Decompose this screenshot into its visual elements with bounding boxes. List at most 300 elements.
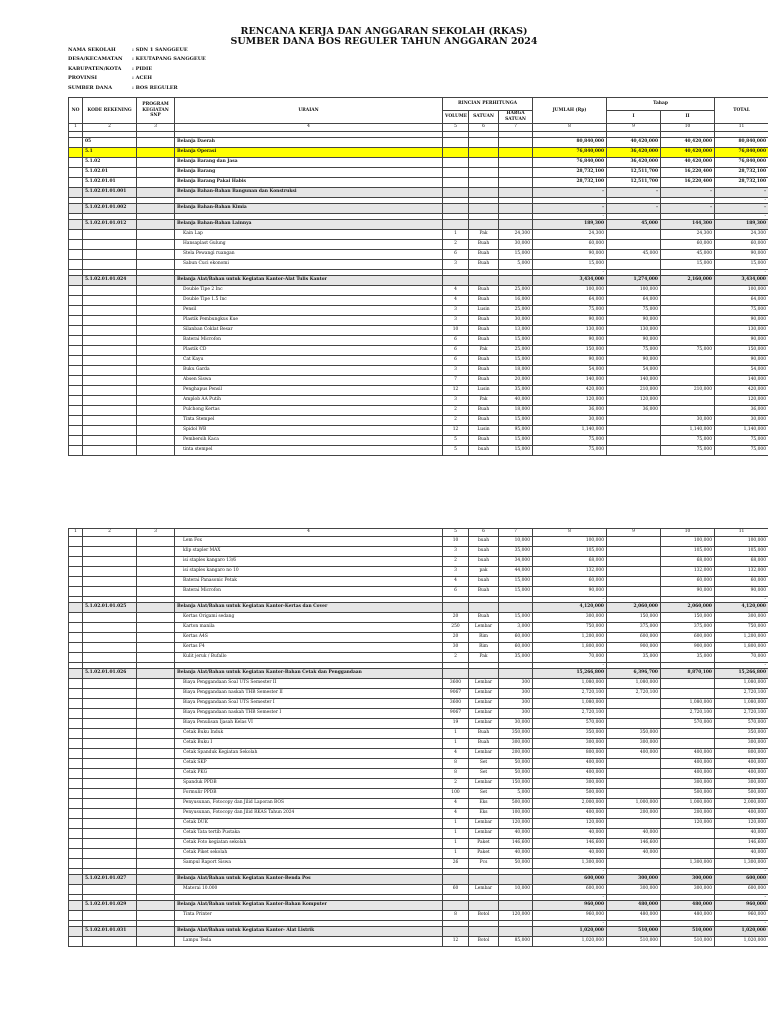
table-cell: 45,000 (607, 250, 661, 260)
table-cell (83, 260, 137, 270)
table-cell: Eks (469, 799, 499, 809)
table-cell: 400,000 (715, 809, 768, 819)
table-cell (69, 729, 83, 739)
table-cell: 300,000 (533, 779, 607, 789)
school-info-row (68, 74, 206, 83)
table-cell: 35,000 (607, 653, 661, 663)
table-cell: 600,000 (715, 885, 768, 895)
table-cell: 120,000 (715, 396, 768, 406)
table-cell: 35,000 (499, 653, 533, 663)
table-cell (69, 829, 83, 839)
table-cell: 50,000 (499, 769, 533, 779)
table-cell: Pak (469, 346, 499, 356)
table-cell (83, 416, 137, 426)
table-cell: - (715, 921, 768, 927)
table-cell (137, 829, 175, 839)
table-cell (469, 875, 499, 885)
table-cell: 570,000 (715, 719, 768, 729)
table-cell: 68,000 (715, 557, 768, 567)
table-cell: 15,000 (499, 436, 533, 446)
table-cell (137, 148, 175, 158)
table-cell: Tinta Printer (175, 911, 443, 921)
table-cell: Lembar (469, 679, 499, 689)
table-cell: Stela Pewangi ruangan (175, 250, 443, 260)
table-cell: Lembar (469, 829, 499, 839)
table-cell (661, 336, 715, 346)
table-cell (137, 603, 175, 613)
table-cell (137, 296, 175, 306)
table-cell: 480,000 (661, 901, 715, 911)
table-cell (137, 250, 175, 260)
table-cell (69, 547, 83, 557)
table-cell (137, 669, 175, 679)
school-info-value: : PIDIE (132, 65, 153, 72)
table-cell: - (715, 597, 768, 603)
table-cell (137, 336, 175, 346)
column-number: 5 (443, 124, 469, 132)
table-cell: 600,000 (607, 633, 661, 643)
table-cell: tinta stempel (175, 446, 443, 456)
table-cell: 146,600 (607, 839, 661, 849)
table-cell: - (715, 869, 768, 875)
table-cell (83, 885, 137, 895)
table-cell: 400,000 (715, 769, 768, 779)
table-cell (661, 829, 715, 839)
table-row (69, 537, 768, 547)
table-cell (69, 436, 83, 446)
table-cell: 600,000 (661, 633, 715, 643)
table-row (69, 679, 768, 689)
table-cell: 70,000 (533, 653, 607, 663)
table-cell (83, 759, 137, 769)
school-info-value: : ACEH (132, 75, 152, 82)
table-cell: Karton manila (175, 623, 443, 633)
table-cell: Lembar (469, 689, 499, 699)
table-cell: 132,000 (715, 567, 768, 577)
table-cell: 960,000 (533, 911, 607, 921)
table-cell (83, 937, 137, 947)
table-cell: 150,000 (533, 346, 607, 356)
table-cell (83, 296, 137, 306)
table-cell (137, 875, 175, 885)
table-cell (469, 927, 499, 937)
table-cell (443, 178, 469, 188)
table-cell: 15,000 (499, 416, 533, 426)
table-cell (83, 643, 137, 653)
table-cell: Set (469, 789, 499, 799)
table-cell: - (533, 895, 607, 901)
table-cell: 40,420,000 (607, 138, 661, 148)
table-cell (443, 669, 469, 679)
table-cell (137, 446, 175, 456)
table-cell: Lusin (469, 426, 499, 436)
table-row (69, 729, 768, 739)
table-cell (137, 937, 175, 947)
table-cell: 28,732,100 (533, 168, 607, 178)
table-cell: Belanja Alat/Bahan untuk Kegiatan Kantor-Alat Tulis Kantor (175, 276, 443, 286)
school-info-row (68, 46, 206, 55)
table-row (69, 557, 768, 567)
table-cell: 8 (443, 911, 469, 921)
table-cell: 36,000 (715, 406, 768, 416)
table-cell: 5.1.02.01 (83, 168, 137, 178)
table-cell (661, 839, 715, 849)
table-cell: Cetak DUK (175, 819, 443, 829)
table-cell: 132,000 (533, 567, 607, 577)
table-cell: 510,000 (661, 937, 715, 947)
table-row (69, 286, 768, 296)
table-cell: Plastik CD (175, 346, 443, 356)
table-cell: 1,800,000 (533, 643, 607, 653)
table-cell: 400,000 (661, 759, 715, 769)
table-cell (137, 306, 175, 316)
table-cell (443, 168, 469, 178)
table-row (69, 643, 768, 653)
table-cell (661, 296, 715, 306)
table-cell: buah (469, 557, 499, 567)
table-cell: 800,000 (715, 749, 768, 759)
table-cell: 15,000 (499, 336, 533, 346)
table-cell: 960,000 (533, 901, 607, 911)
header-tahap-2: II (661, 111, 715, 124)
table-cell: 70,000 (715, 653, 768, 663)
table-cell: Kertas Origami sedang (175, 613, 443, 623)
table-cell: 36,420,000 (607, 148, 661, 158)
table-cell: 510,000 (607, 927, 661, 937)
table-cell: 15,266,800 (715, 669, 768, 679)
table-row (69, 260, 768, 270)
table-cell (83, 316, 137, 326)
table-cell (69, 911, 83, 921)
table-cell: Sampul Raport Siswa (175, 859, 443, 869)
table-cell (83, 557, 137, 567)
table-cell: Belanja Barang Pakai Habis (175, 178, 443, 188)
table-cell: 64,000 (533, 296, 607, 306)
table-cell: 400,000 (607, 749, 661, 759)
table-cell: 3 (443, 547, 469, 557)
table-cell: Belanja Alat/Bahan untuk Kegiatan Kantor-Bahan Cetak dan Penggandaan (175, 669, 443, 679)
table-cell (83, 376, 137, 386)
table-cell (607, 769, 661, 779)
table-cell (443, 138, 469, 148)
table-cell: 34,000 (499, 557, 533, 567)
table-cell: 75,000 (607, 306, 661, 316)
table-cell (69, 537, 83, 547)
school-info-value: : BOS REGULER (132, 84, 178, 91)
table-cell: Buah (469, 250, 499, 260)
table-cell: 35,000 (499, 386, 533, 396)
table-cell (69, 779, 83, 789)
table-cell: - (607, 204, 661, 214)
column-number: 6 (469, 529, 499, 537)
table-cell (83, 859, 137, 869)
account-row (69, 669, 768, 679)
table-cell (443, 901, 469, 911)
table-cell (607, 230, 661, 240)
budget-table-page-1 (68, 97, 768, 456)
table-cell: Belanja Barang (175, 168, 443, 178)
table-cell: Botol (469, 937, 499, 947)
table-cell (137, 739, 175, 749)
table-cell: 5.1.02.01.01.029 (83, 901, 137, 911)
table-row (69, 336, 768, 346)
table-cell (607, 446, 661, 456)
table-cell: 150,000 (715, 346, 768, 356)
table-cell (607, 426, 661, 436)
table-cell (499, 178, 533, 188)
table-cell: 200,000 (661, 809, 715, 819)
table-cell (661, 729, 715, 739)
table-cell: 60,000 (499, 643, 533, 653)
column-number: 8 (533, 529, 607, 537)
table-cell (607, 699, 661, 709)
table-cell: 1,080,000 (661, 699, 715, 709)
table-cell (69, 689, 83, 699)
table-cell: 05 (83, 138, 137, 148)
table-cell: 60,000 (715, 240, 768, 250)
table-cell: Belanja Operasi (175, 148, 443, 158)
table-cell (607, 587, 661, 597)
table-cell: 105,000 (715, 547, 768, 557)
table-cell: 10 (443, 537, 469, 547)
table-cell: Plastik Pembungkus Kue (175, 316, 443, 326)
table-cell: - (533, 214, 607, 220)
table-cell: 420,000 (533, 386, 607, 396)
table-cell: 90,000 (715, 336, 768, 346)
table-cell (83, 633, 137, 643)
table-cell (69, 376, 83, 386)
table-cell: 7 (443, 376, 469, 386)
table-cell (469, 188, 499, 198)
table-cell: 500,000 (533, 789, 607, 799)
table-cell: Buah (469, 296, 499, 306)
table-cell (443, 148, 469, 158)
table-cell (137, 158, 175, 168)
table-cell (69, 168, 83, 178)
table-cell (607, 859, 661, 869)
table-cell: 400,000 (533, 809, 607, 819)
table-cell: 15,000 (715, 260, 768, 270)
table-cell: Buah (469, 613, 499, 623)
table-cell (469, 158, 499, 168)
table-row (69, 296, 768, 306)
table-cell (69, 927, 83, 937)
table-cell (499, 188, 533, 198)
table-cell: 105,000 (533, 547, 607, 557)
table-cell: Cetak Tata tertib Pustaka (175, 829, 443, 839)
table-cell (69, 446, 83, 456)
table-cell: 10,000 (499, 885, 533, 895)
table-cell (661, 679, 715, 689)
table-cell: 1 (443, 739, 469, 749)
table-cell: 5 (443, 436, 469, 446)
table-cell (137, 859, 175, 869)
document-subtitle: SUMBER DANA BOS REGULER TAHUN ANGGARAN 2024 (230, 36, 538, 47)
table-cell (607, 557, 661, 567)
account-row (69, 927, 768, 937)
table-cell (137, 260, 175, 270)
table-row (69, 709, 768, 719)
table-cell: 480,000 (661, 911, 715, 921)
table-cell: 3 (443, 306, 469, 316)
table-cell: 2,720,100 (533, 689, 607, 699)
table-cell: Cetak Foto kegiatan sekolah (175, 839, 443, 849)
table-cell: Lembar (469, 885, 499, 895)
table-cell (499, 220, 533, 230)
table-cell: 68,000 (661, 557, 715, 567)
table-cell (83, 356, 137, 366)
table-cell: 30,000 (499, 240, 533, 250)
table-cell: 40,000 (499, 396, 533, 406)
table-cell (137, 537, 175, 547)
table-cell: Spanduk PPDB (175, 779, 443, 789)
table-cell: Double Tipe 1.5 Inc (175, 296, 443, 306)
table-cell: Buah (469, 326, 499, 336)
table-cell (661, 306, 715, 316)
table-cell: 350,000 (499, 729, 533, 739)
school-info-key: SUMBER DANA (68, 84, 113, 91)
table-cell: 30,000 (533, 416, 607, 426)
table-cell: 189,300 (715, 220, 768, 230)
table-cell: 350,000 (607, 729, 661, 739)
table-cell: 90,000 (533, 356, 607, 366)
table-cell: 30,000 (715, 416, 768, 426)
table-cell (661, 356, 715, 366)
table-cell: 40,420,000 (661, 148, 715, 158)
table-cell: Buah (469, 240, 499, 250)
table-cell: 60,000 (661, 577, 715, 587)
table-cell: 75,000 (533, 306, 607, 316)
table-cell (137, 286, 175, 296)
table-cell: 1,274,000 (607, 276, 661, 286)
table-cell: 300,000 (661, 885, 715, 895)
table-row (69, 587, 768, 597)
table-cell (69, 306, 83, 316)
table-cell: 1,200,000 (533, 633, 607, 643)
table-cell (83, 446, 137, 456)
table-cell (499, 875, 533, 885)
table-cell: 480,000 (607, 901, 661, 911)
column-number: 9 (607, 124, 661, 132)
column-number: 7 (499, 124, 533, 132)
table-cell: Buah (469, 376, 499, 386)
table-cell (137, 901, 175, 911)
table-cell: - (607, 188, 661, 198)
table-cell: 75,000 (607, 346, 661, 356)
table-cell: 9067 (443, 709, 469, 719)
table-cell (69, 148, 83, 158)
table-cell: 75,000 (715, 436, 768, 446)
table-cell: Silanban Coklat Besar (175, 326, 443, 336)
table-cell (69, 749, 83, 759)
table-cell: 90,000 (715, 587, 768, 597)
table-cell: 1 (443, 839, 469, 849)
table-cell: 30,000 (499, 316, 533, 326)
table-cell (69, 296, 83, 306)
table-cell: Pembersih Kaca (175, 436, 443, 446)
table-cell: 15,266,800 (533, 669, 607, 679)
table-cell (69, 286, 83, 296)
school-info-key: DESA/KECAMATAN (68, 56, 123, 63)
table-cell: 1 (443, 230, 469, 240)
table-cell (661, 406, 715, 416)
table-row (69, 386, 768, 396)
table-cell: 120,000 (499, 819, 533, 829)
table-cell: Buah (469, 316, 499, 326)
column-number: 10 (661, 529, 715, 537)
table-cell: 5.1.02.01.01.027 (83, 875, 137, 885)
table-cell: 120,000 (607, 396, 661, 406)
table-cell: 960,000 (715, 901, 768, 911)
table-cell: 40,000 (607, 829, 661, 839)
table-cell: 4,120,000 (715, 603, 768, 613)
school-info (68, 46, 206, 93)
table-cell: 2,720,100 (607, 689, 661, 699)
table-cell: 12 (443, 426, 469, 436)
table-cell: 375,000 (607, 623, 661, 633)
table-cell: 1,080,000 (607, 679, 661, 689)
header-volume: VOLUME (443, 111, 469, 124)
table-cell (137, 779, 175, 789)
table-cell: Sabun Cuci ekonomi (175, 260, 443, 270)
table-cell: 100,000 (533, 537, 607, 547)
table-cell (83, 547, 137, 557)
table-cell (137, 396, 175, 406)
table-cell: 2 (443, 653, 469, 663)
table-cell: 18,000 (499, 406, 533, 416)
table-row (69, 839, 768, 849)
table-cell: - (715, 188, 768, 198)
table-cell (499, 927, 533, 937)
table-cell: 75,000 (533, 446, 607, 456)
table-row (69, 749, 768, 759)
account-row (69, 138, 768, 148)
table-cell: buah (469, 537, 499, 547)
table-cell: 480,000 (607, 911, 661, 921)
table-cell: 60,000 (499, 633, 533, 643)
table-cell: Cetak SKP (175, 759, 443, 769)
table-cell: 5.1.02 (83, 158, 137, 168)
account-row (69, 178, 768, 188)
table-cell: Buah (469, 356, 499, 366)
table-cell (137, 178, 175, 188)
table-cell: 750,000 (715, 623, 768, 633)
table-cell: 40,420,000 (661, 138, 715, 148)
table-cell: 90,000 (533, 250, 607, 260)
table-cell: 28,732,100 (715, 168, 768, 178)
table-cell (137, 386, 175, 396)
table-cell (69, 709, 83, 719)
table-cell: 140,000 (607, 376, 661, 386)
table-cell (443, 927, 469, 937)
table-cell: 2,060,000 (661, 603, 715, 613)
account-row (69, 603, 768, 613)
table-cell: Belanja Alat/Bahan untuk Kegiatan Kantor- Alat Listrik (175, 927, 443, 937)
table-cell: Lusin (469, 306, 499, 316)
table-cell: 15,000 (499, 446, 533, 456)
table-cell (469, 901, 499, 911)
table-cell (69, 386, 83, 396)
table-cell (69, 577, 83, 587)
table-cell: Baterai Microfon (175, 587, 443, 597)
table-cell: 40,420,000 (661, 158, 715, 168)
table-cell: Cetak Spanduk Kegiatan Sekolah (175, 749, 443, 759)
table-cell: 5.1.02.01.01.026 (83, 669, 137, 679)
table-cell: - (715, 895, 768, 901)
table-cell: 20,000 (499, 376, 533, 386)
table-cell (607, 436, 661, 446)
table-cell: 350,000 (533, 729, 607, 739)
